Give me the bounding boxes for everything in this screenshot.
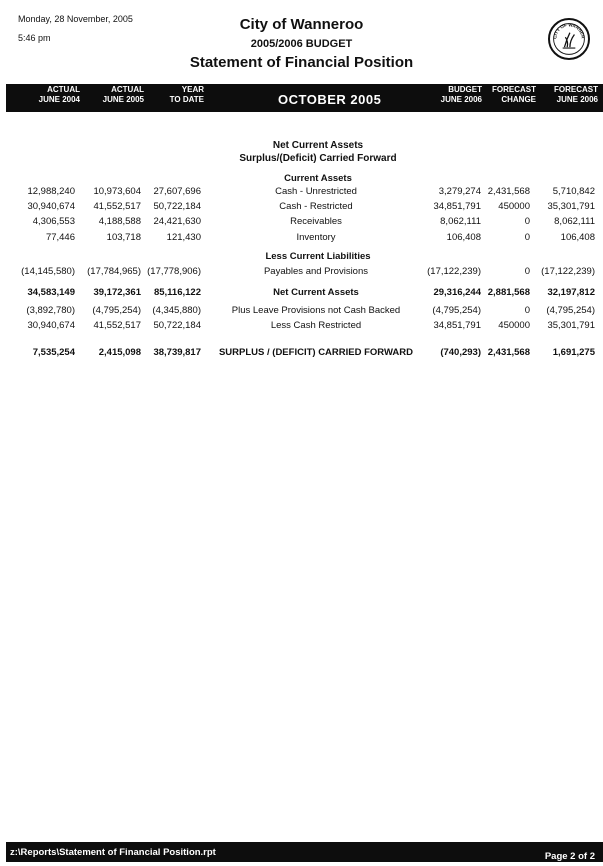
section-less-current-liabilities: Less Current Liabilities	[265, 251, 371, 262]
section-surplus-carried-forward: Surplus/(Deficit) Carried Forward	[239, 153, 397, 164]
report-month: OCTOBER 2005	[278, 92, 382, 107]
page-number: Page 2 of 2	[544, 851, 595, 862]
table-row-surplus-carried-forward: 7,535,254 2,415,098 38,739,817 SURPLUS / (DEFICIT) CARRIED FORWARD (740,293) 2,431,568 1,691,275	[32, 347, 595, 358]
city-seal-logo	[548, 18, 590, 60]
section-current-assets: Current Assets	[284, 173, 352, 184]
report-file-path: z:\Reports\Statement of Financial Position.rpt	[10, 847, 216, 858]
budget-year: 2005/2006 BUDGET	[250, 38, 353, 50]
report-footer	[6, 842, 603, 862]
col-forecast-change: FORECAST CHANGE	[492, 85, 536, 104]
col-year-to-date: YEAR TO DATE	[169, 85, 204, 104]
report-time: 5:46 pm	[18, 33, 51, 43]
table-row: (14,145,580) (17,784,965) (17,778,906) Payables and Provisions (17,122,239) 0 (17,122,239)	[21, 266, 595, 277]
org-name: City of Wanneroo	[239, 16, 364, 33]
svg-text:CITY OF WANNEROO: CITY OF WANNER	[552, 22, 586, 40]
table-row: 12,988,240 10,973,604 27,607,696 Cash - Unrestricted 3,279,274 2,431,568 5,710,842	[27, 186, 595, 197]
col-forecast-2006: FORECAST JUNE 2006	[554, 85, 598, 104]
table-row: 4,306,553 4,188,588 24,421,630 Receivables 8,062,111 0 8,062,111	[32, 216, 595, 227]
table-row-net-current-assets: 34,583,149 39,172,361 85,116,122 Net Current Assets 29,316,244 2,881,568 32,197,812	[27, 287, 595, 298]
report-date: Monday, 28 November, 2005	[18, 14, 133, 24]
section-net-current-assets: Net Current Assets	[272, 140, 364, 151]
col-budget-2006: BUDGET JUNE 2006	[440, 85, 482, 104]
table-row: (3,892,780) (4,795,254) (4,345,880) Plus Leave Provisions not Cash Backed (4,795,254) 0 (4,795,254)	[26, 305, 595, 316]
column-header-bar	[6, 84, 603, 112]
col-actual-2005: ACTUAL JUNE 2005	[102, 85, 144, 104]
col-actual-2004: ACTUAL JUNE 2004	[38, 85, 80, 104]
table-row: 30,940,674 41,552,517 50,722,184 Less Cash Restricted 34,851,791 450000 35,301,791	[27, 320, 595, 331]
page-title: Statement of Financial Position	[189, 54, 414, 71]
table-row: 77,446 103,718 121,430 Inventory 106,408 0 106,408	[45, 232, 595, 243]
table-row: 30,940,674 41,552,517 50,722,184 Cash - Restricted 34,851,791 450000 35,301,791	[27, 201, 595, 212]
